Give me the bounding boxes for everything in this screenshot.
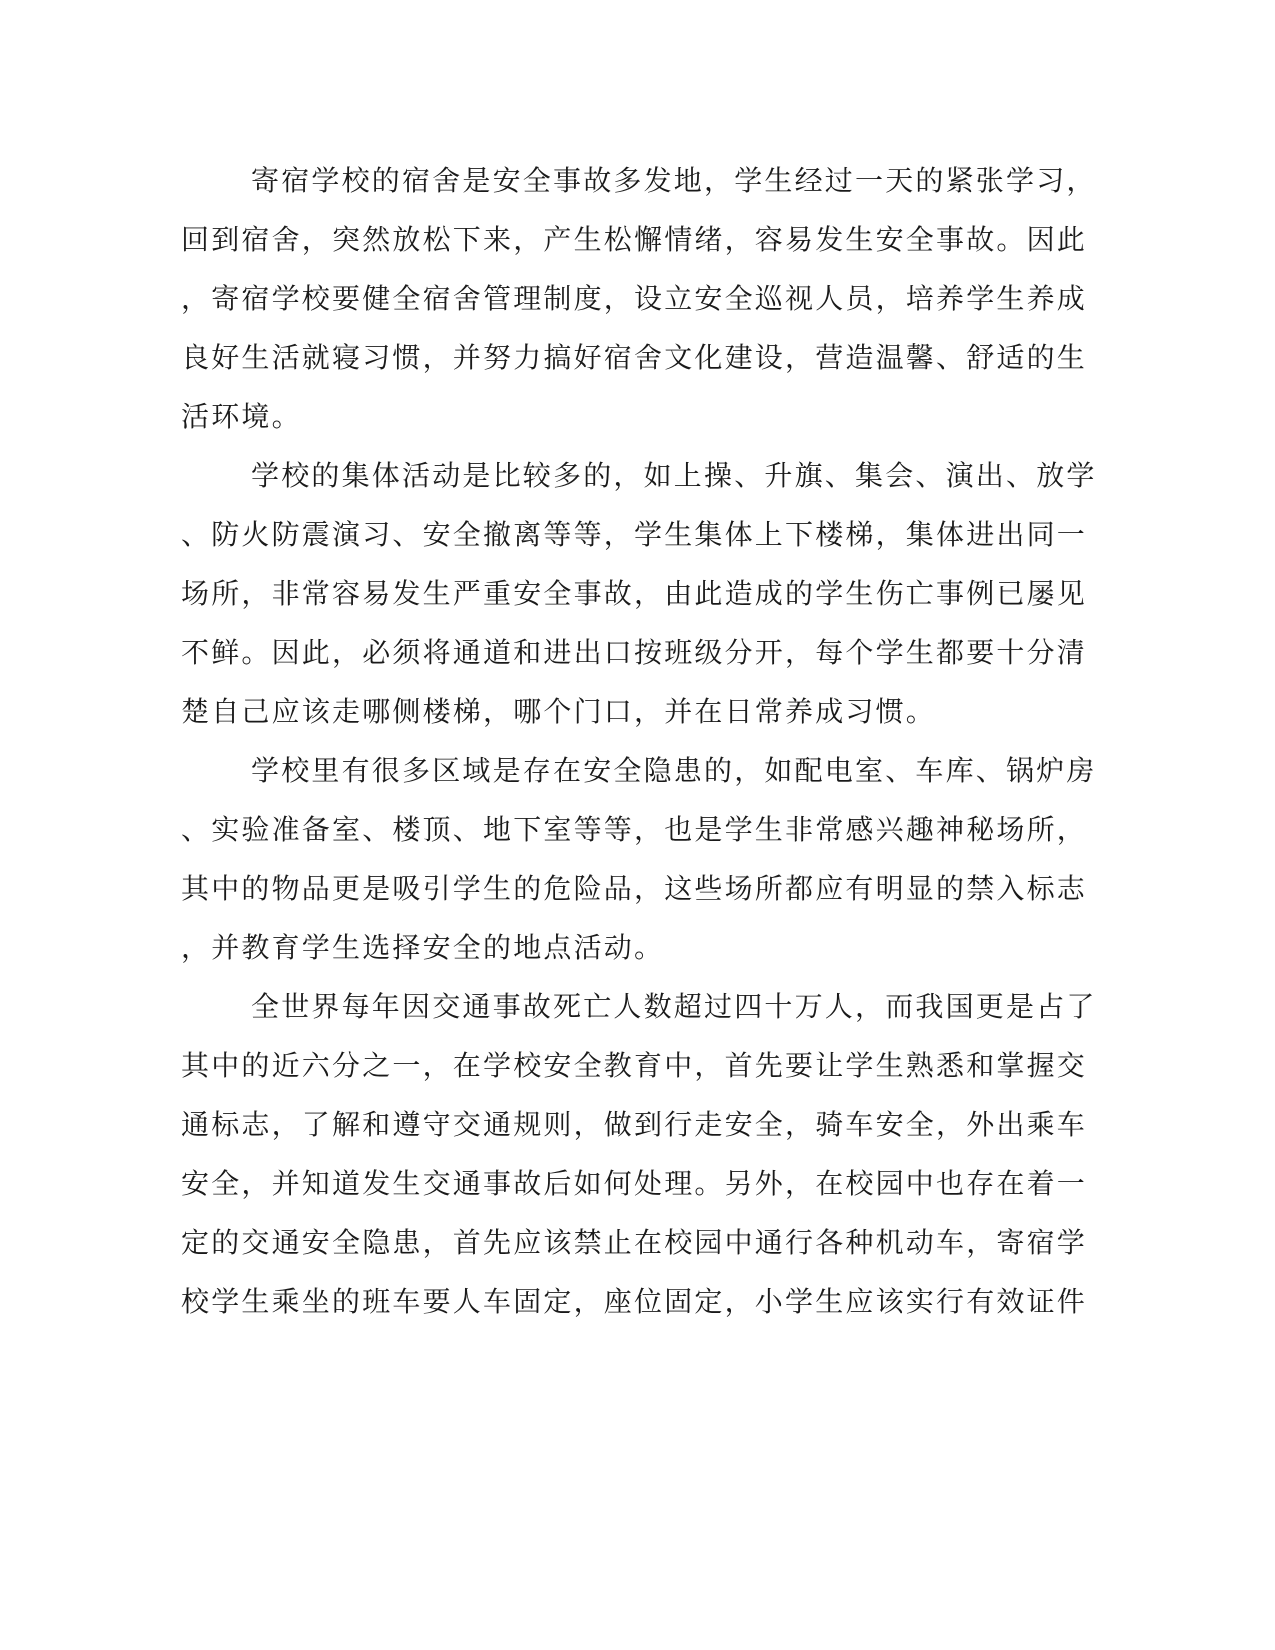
text-line: 不鲜。因此，必须将通道和进出口按班级分开，每个学生都要十分清	[181, 636, 1088, 669]
text-line: 通标志，了解和遵守交通规则，做到行走安全，骑车安全，外出乘车	[181, 1108, 1088, 1141]
paragraph-1-line-4	[0, 338, 1275, 378]
text-line: 、实验准备室、楼顶、地下室等等，也是学生非常感兴趣神秘场所，	[181, 813, 1088, 846]
paragraph-2-line-4	[0, 633, 1275, 673]
text-line: 回到宿舍，突然放松下来，产生松懈情绪，容易发生安全事故。因此	[181, 223, 1088, 256]
paragraph-1-line-5	[0, 397, 1275, 437]
paragraph-3-line-3	[0, 869, 1275, 909]
paragraph-1-line-3	[0, 279, 1275, 319]
text-line: 全世界每年因交通事故死亡人数超过四十万人，而我国更是占了	[251, 990, 1097, 1023]
paragraph-4-line-3	[0, 1105, 1275, 1145]
text-line: 安全，并知道发生交通事故后如何处理。另外，在校园中也存在着一	[181, 1167, 1088, 1200]
paragraph-4-line-5	[0, 1223, 1275, 1263]
text-line: 定的交通安全隐患，首先应该禁止在校园中通行各种机动车，寄宿学	[181, 1226, 1088, 1259]
paragraph-1-line-1	[0, 161, 1275, 201]
text-line: 良好生活就寝习惯，并努力搞好宿舍文化建设，营造温馨、舒适的生	[181, 341, 1088, 374]
text-line: 学校的集体活动是比较多的，如上操、升旗、集会、演出、放学	[251, 459, 1097, 492]
paragraph-2-line-5	[0, 692, 1275, 732]
text-line: 其中的近六分之一，在学校安全教育中，首先要让学生熟悉和掌握交	[181, 1049, 1088, 1082]
text-line: 、防火防震演习、安全撤离等等，学生集体上下楼梯，集体进出同一	[181, 518, 1088, 551]
text-line: 场所，非常容易发生严重安全事故，由此造成的学生伤亡事例已屡见	[181, 577, 1088, 610]
paragraph-4-line-4	[0, 1164, 1275, 1204]
paragraph-3-line-4	[0, 928, 1275, 968]
text-line: 活环境。	[181, 400, 302, 433]
paragraph-4-line-6	[0, 1282, 1275, 1322]
paragraph-4-line-1	[0, 987, 1275, 1027]
text-line: ，寄宿学校要健全宿舍管理制度，设立安全巡视人员，培养学生养成	[181, 282, 1088, 315]
text-line: 校学生乘坐的班车要人车固定，座位固定，小学生应该实行有效证件	[181, 1285, 1088, 1318]
paragraph-2-line-1	[0, 456, 1275, 496]
paragraph-2-line-3	[0, 574, 1275, 614]
paragraph-3-line-1	[0, 751, 1275, 791]
paragraph-4-line-2	[0, 1046, 1275, 1086]
text-line: 其中的物品更是吸引学生的危险品，这些场所都应有明显的禁入标志	[181, 872, 1088, 905]
text-line: 学校里有很多区域是存在安全隐患的，如配电室、车库、锅炉房	[251, 754, 1097, 787]
paragraph-3-line-2	[0, 810, 1275, 850]
paragraph-1-line-2	[0, 220, 1275, 260]
text-line: ，并教育学生选择安全的地点活动。	[181, 931, 665, 964]
paragraph-2-line-2	[0, 515, 1275, 555]
text-line: 寄宿学校的宿舍是安全事故多发地，学生经过一天的紧张学习，	[251, 164, 1097, 197]
text-line: 楚自己应该走哪侧楼梯，哪个门口，并在日常养成习惯。	[181, 695, 937, 728]
